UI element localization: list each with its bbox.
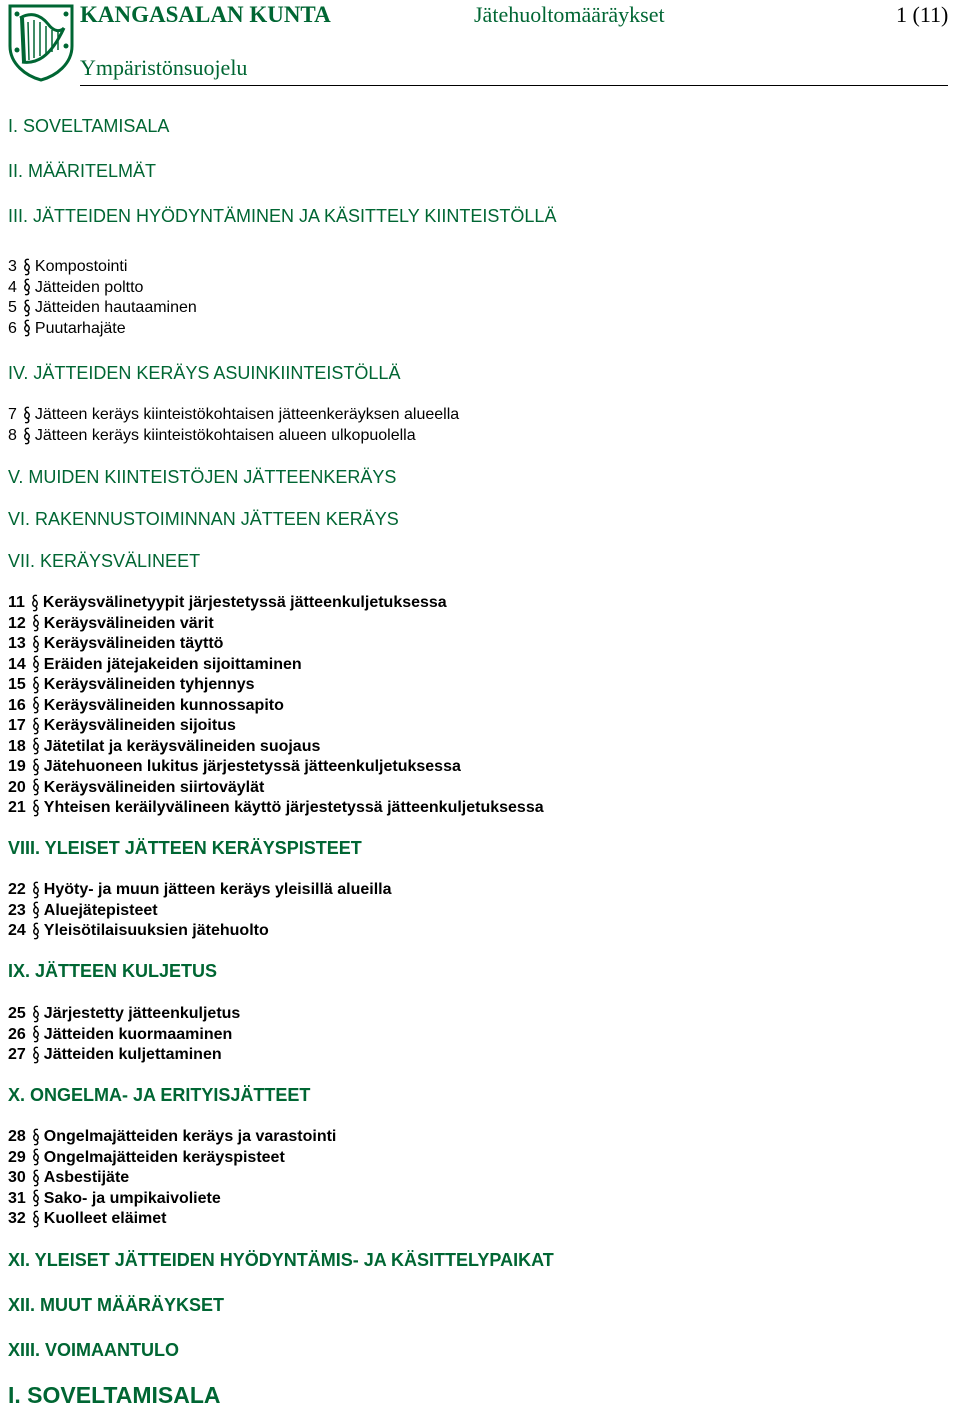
toc-item: [8, 798, 544, 818]
toc-item-title: Keräysvälineiden tyhjennys: [43, 676, 255, 693]
toc-item: [8, 257, 127, 277]
toc-item-title: Keräysvälinetyypit järjestetyssä jätteenkuljetuksessa: [42, 594, 447, 611]
toc-item: [8, 696, 284, 716]
toc-item-title: Jätteiden poltto: [34, 278, 144, 296]
section-sign-icon: [32, 901, 40, 919]
toc-item-number: 18: [8, 737, 26, 755]
section-sign-icon: [32, 1025, 40, 1043]
toc-item-title: Yhteisen keräilyvälineen käyttö järjestetyssä jätteenkuljetuksessa: [43, 799, 544, 816]
toc-item-number: 29: [8, 1148, 26, 1166]
section-heading-6: VI. RAKENNUSTOIMINNAN JÄTTEEN KERÄYS: [8, 509, 399, 529]
section-heading-10: X. ONGELMA- JA ERITYISJÄTTEET: [8, 1085, 311, 1105]
toc-item-number: 5: [8, 299, 17, 316]
toc-item: [8, 880, 392, 900]
toc-item: [8, 1127, 336, 1147]
document-title: Jätehuoltomääräykset: [474, 2, 665, 27]
section-sign-icon: [32, 655, 40, 673]
toc-item: [8, 614, 214, 634]
toc-item-number: 11: [8, 594, 25, 611]
organization-name: KANGASALAN KUNTA: [80, 2, 331, 27]
toc-item: [8, 298, 197, 318]
toc-item-title: Kuolleet eläimet: [43, 1210, 167, 1227]
toc-item-title: Keräysvälineiden sijoitus: [43, 717, 236, 734]
toc-item: [8, 921, 269, 941]
toc-item-title: Jätteiden kuormaaminen: [43, 1025, 233, 1043]
toc-item-number: 32: [8, 1210, 26, 1227]
section-sign-icon: [32, 1169, 40, 1187]
toc-item-number: 31: [8, 1189, 26, 1207]
section-heading-4: IV. JÄTTEIDEN KERÄYS ASUINKIINTEISTÖLLÄ: [8, 363, 401, 383]
section-sign-icon: [32, 1210, 40, 1228]
toc-item: [8, 1168, 129, 1188]
section-heading-8: VIII. YLEISET JÄTTEEN KERÄYSPISTEET: [8, 838, 362, 858]
toc-item-number: 6: [8, 319, 17, 337]
toc-item-number: 16: [8, 696, 26, 714]
toc-item: [8, 405, 459, 425]
toc-item-title: Jätteen keräys kiinteistökohtaisen jätteenkeräyksen alueella: [34, 406, 460, 423]
toc-item-title: Yleisötilaisuuksien jätehuolto: [43, 922, 269, 939]
toc-item: [8, 901, 158, 921]
toc-item-number: 30: [8, 1169, 26, 1186]
toc-item-number: 27: [8, 1046, 26, 1063]
toc-item-number: 12: [8, 614, 26, 632]
toc-item: [8, 1004, 240, 1024]
toc-item-title: Keräysvälineiden täyttö: [43, 635, 224, 652]
section-heading-7: VII. KERÄYSVÄLINEET: [8, 551, 201, 571]
section-sign-icon: [32, 1046, 40, 1064]
toc-item-title: Keräysvälineiden värit: [43, 614, 214, 632]
toc-item-number: 22: [8, 881, 26, 898]
toc-item-title: Aluejätepisteet: [43, 901, 158, 919]
section-heading-5: V. MUIDEN KIINTEISTÖJEN JÄTTEENKERÄYS: [8, 467, 397, 487]
section-sign-icon: [32, 717, 40, 735]
toc-item-title: Jätteen keräys kiinteistökohtaisen alueen ulkopuolella: [34, 427, 416, 444]
toc-item-number: 15: [8, 676, 26, 693]
section-sign-icon: [32, 1148, 40, 1166]
toc-item-number: 24: [8, 922, 26, 939]
section-sign-icon: [23, 299, 31, 317]
toc-item: [8, 737, 320, 757]
section-heading-9: IX. JÄTTEEN KULJETUS: [8, 961, 218, 981]
toc-item: [8, 1045, 222, 1065]
toc-item-number: 17: [8, 717, 26, 734]
section-sign-icon: [32, 1005, 40, 1023]
toc-item-title: Jätteiden kuljettaminen: [43, 1046, 222, 1063]
toc-item: [8, 319, 126, 339]
toc-item: [8, 716, 236, 736]
section-sign-icon: [23, 427, 31, 445]
toc-item-title: Hyöty- ja muun jätteen keräys yleisillä alueilla: [43, 881, 392, 898]
toc-item-title: Asbestijäte: [43, 1169, 130, 1186]
section-sign-icon: [32, 778, 40, 796]
section-heading-3: III. JÄTTEIDEN HYÖDYNTÄMINEN JA KÄSITTELY KIINTEISTÖLLÄ: [8, 206, 557, 226]
toc-item-title: Jätetilat ja keräysvälineiden suojaus: [43, 737, 321, 755]
section-heading-11: XI. YLEISET JÄTTEIDEN HYÖDYNTÄMIS- JA KÄSITTELYPAIKAT: [8, 1250, 554, 1270]
section-sign-icon: [32, 1128, 40, 1146]
toc-item-number: 4: [8, 278, 17, 296]
toc-item: [8, 1209, 167, 1229]
toc-item-number: 26: [8, 1025, 26, 1043]
section-sign-icon: [32, 737, 40, 755]
toc-item-number: 8: [8, 427, 17, 444]
toc-item: [8, 426, 416, 446]
toc-item-number: 13: [8, 635, 26, 652]
toc-item: [8, 1189, 221, 1209]
toc-item: [8, 634, 223, 654]
section-sign-icon: [32, 614, 40, 632]
toc-item-number: 21: [8, 799, 26, 816]
section-sign-icon: [32, 881, 40, 899]
toc-item: [8, 278, 143, 298]
toc-item-title: Ongelmajätteiden keräyspisteet: [43, 1148, 285, 1166]
page-header: [0, 0, 960, 88]
section-heading-1: I. SOVELTAMISALA: [8, 116, 170, 136]
toc-item-title: Kompostointi: [34, 258, 128, 275]
toc-item-title: Järjestetty jätteenkuljetus: [43, 1005, 241, 1022]
section-sign-icon: [32, 799, 40, 817]
toc-item-title: Jätehuoneen lukitus järjestetyssä jätteenkuljetuksessa: [43, 758, 461, 775]
section-sign-icon: [32, 696, 40, 714]
toc-item-title: Eräiden jätejakeiden sijoittaminen: [43, 655, 302, 673]
section-sign-icon: [32, 922, 40, 940]
toc-item-number: 3: [8, 258, 17, 275]
toc-item-number: 20: [8, 778, 26, 796]
section-sign-icon: [23, 406, 31, 424]
toc-item: [8, 1148, 285, 1168]
toc-item-title: Puutarhajäte: [34, 319, 126, 337]
section-sign-icon: [32, 635, 40, 653]
toc-item-number: 19: [8, 758, 26, 775]
header-divider: [80, 85, 948, 86]
toc-item-title: Keräysvälineiden siirtoväylät: [43, 778, 265, 796]
department-name: Ympäristönsuojelu: [80, 55, 248, 80]
toc-item-title: Sako- ja umpikaivoliete: [43, 1189, 221, 1207]
toc-item: [8, 778, 264, 798]
toc-item-number: 14: [8, 655, 26, 673]
toc-item-title: Keräysvälineiden kunnossapito: [43, 696, 284, 714]
section-heading-2: II. MÄÄRITELMÄT: [8, 161, 157, 181]
toc-item-number: 23: [8, 901, 26, 919]
toc-item-title: Jätteiden hautaaminen: [34, 299, 197, 316]
section-sign-icon: [23, 278, 31, 296]
section-sign-icon: [32, 758, 40, 776]
section-sign-icon: [32, 676, 40, 694]
toc-item-number: 7: [8, 406, 17, 423]
section-sign-icon: [31, 594, 39, 612]
toc-item: [8, 1025, 232, 1045]
section-sign-icon: [32, 1189, 40, 1207]
toc-item: [8, 655, 302, 675]
harp-coat-of-arms-icon: [6, 2, 76, 82]
toc-item: [8, 757, 461, 777]
section-sign-icon: [23, 319, 31, 337]
toc-item: [8, 593, 447, 613]
toc-item: [8, 675, 255, 695]
section-heading-13: XIII. VOIMAANTULO: [8, 1340, 179, 1360]
section-heading-12: XII. MUUT MÄÄRÄYKSET: [8, 1295, 224, 1315]
section-sign-icon: [23, 258, 31, 276]
toc-item-number: 25: [8, 1005, 26, 1022]
page-number: 1 (11): [896, 2, 949, 27]
body-section-title: I. SOVELTAMISALA: [8, 1382, 221, 1408]
toc-item-number: 28: [8, 1128, 26, 1145]
toc-item-title: Ongelmajätteiden keräys ja varastointi: [43, 1128, 337, 1145]
